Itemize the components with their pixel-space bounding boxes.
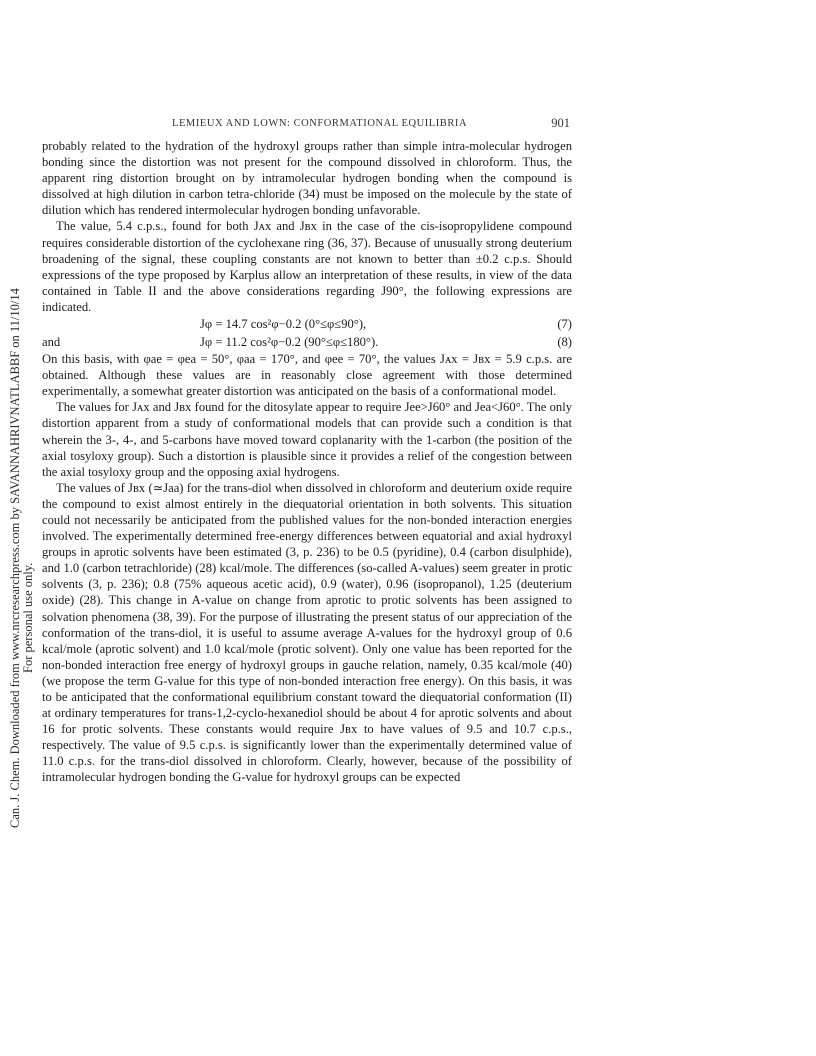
equation-formula: Jφ = 14.7 cos²φ−0.2 (0°≤φ≤90°), <box>200 317 367 332</box>
download-notice-text: Can. J. Chem. Downloaded from www.nrcresearchpress.com by SAVANNAHRIVNATLABBF on 11/10/14 <box>8 288 22 828</box>
paragraph: probably related to the hydration of the hydroxyl groups rather than simple intra-molecular hydrogen bonding since the distortion was not present for the compound dissolved in chloroform. Thus, the apparent ring distortion brought on by intramolecular hydrogen bonding when the compound is dissolved at high dilution in carbon tetra-chloride (34) must be imposed on the molecule by the state of dilution which has rendered intermolecular hydrogen bonding unfavorable. <box>42 139 572 218</box>
equation-formula: Jφ = 11.2 cos²φ−0.2 (90°≤φ≤180°). <box>200 335 379 350</box>
personal-use-notice: For personal use only. <box>21 562 35 673</box>
equation-8 <box>42 333 572 351</box>
page-number: 901 <box>551 116 570 130</box>
equation-number: (7) <box>557 317 572 332</box>
download-notice-sidebar <box>0 228 40 828</box>
paragraph: The values of Jʙx (≃Jaa) for the trans-diol when dissolved in chloroform and deuterium oxide require the compound to exist almost entirely in the diequatorial orientation in both solvents. This situation could not necessarily be anticipated from the published values for the non-bonded interaction energies involved. The experimentally determined free-energy differences between equatorial and axial hydroxyl groups in aprotic solvents have been estimated (3, p. 236) to be 0.5 (pyridine), 0.4 (carbon disulphide), and 1.0 (carbon tetrachloride) (28) kcal/mole. The differences (so-called A-values) seem greater in protic solvents (3, p. 236); 0.8 (75% aqueous acetic acid), 0.9 (water), 0.96 (isopropanol), 1.25 (deuterium oxide) (28). This change in A-value on change from aprotic to protic solvents has been assigned to solvation phenomena (38, 39). For the purpose of illustrating the present status of our appreciation of the conformation of the trans-diol, it is useful to assume average A-values for the hydroxyl group of 0.6 kcal/mole (aprotic solvent) and 1.0 kcal/mole (protic solvent). Only one value has been reported for the non-bonded interaction free energy of hydroxyl groups in gauche relation, namely, 0.35 kcal/mole (40) (we propose the term G-value for this type of non-bonded interaction free energy). On this basis, it was to be anticipated that the conformational equilibrium constant toward the diequatorial conformation (II) at ordinary temperatures for trans-1,2-cyclo-hexanediol should be about 4 for aprotic solvents and about 16 for protic solvents. These constants would require Jʙx to have values of 9.5 and 10.7 c.p.s., respectively. The value of 9.5 c.p.s. is significantly lower than the experimentally determined value of 11.0 c.p.s. for the trans-diol dissolved in chloroform. Clearly, however, because of the possibility of intramolecular hydrogen bonding the G-value for hydroxyl groups can be expected <box>42 480 572 785</box>
equation-7 <box>42 315 572 333</box>
running-header <box>42 112 572 138</box>
equation-lead: and <box>42 335 61 350</box>
equation-number: (8) <box>557 335 572 350</box>
paragraph: The value, 5.4 c.p.s., found for both Jᴀx and Jʙx in the case of the cis-isopropylidene compound requires considerable distortion of the cyclohexane ring (36, 37). Because of unusually strong deuterium broadening of the signal, these coupling constants are not known to better than ±0.2 c.p.s. Should expressions of the type proposed by Karplus allow an interpretation of these results, in view of the data contained in Table II and the above considerations regarding J90°, the following expressions are indicated. <box>42 219 572 314</box>
running-title: LEMIEUX AND LOWN: CONFORMATIONAL EQUILIBRIA <box>172 118 468 129</box>
paragraph: On this basis, with φae = φea = 50°, φaa = 170°, and φee = 70°, the values Jᴀx = Jʙx = 5.9 c.p.s. are obtained. Although these values are in reasonably close agreement with those determined experimentally, a somewhat greater distortion was anticipated on the basis of a conformational model. <box>42 352 572 399</box>
paragraph: The values for Jᴀx and Jʙx found for the ditosylate appear to require Jee>J60° and Jea<J60°. The only distortion apparent from a study of conformational models that can provide such a condition is that wherein the 3-, 4-, and 5-carbons have moved toward coplanarity with the 1-carbon (the position of the axial tosyloxy group). Such a distortion is plausible since it provides a relief of the congestion between the axial tosyloxy group and the opposing axial hydrogens. <box>42 400 572 479</box>
journal-page <box>42 112 572 786</box>
article-body <box>42 138 572 786</box>
